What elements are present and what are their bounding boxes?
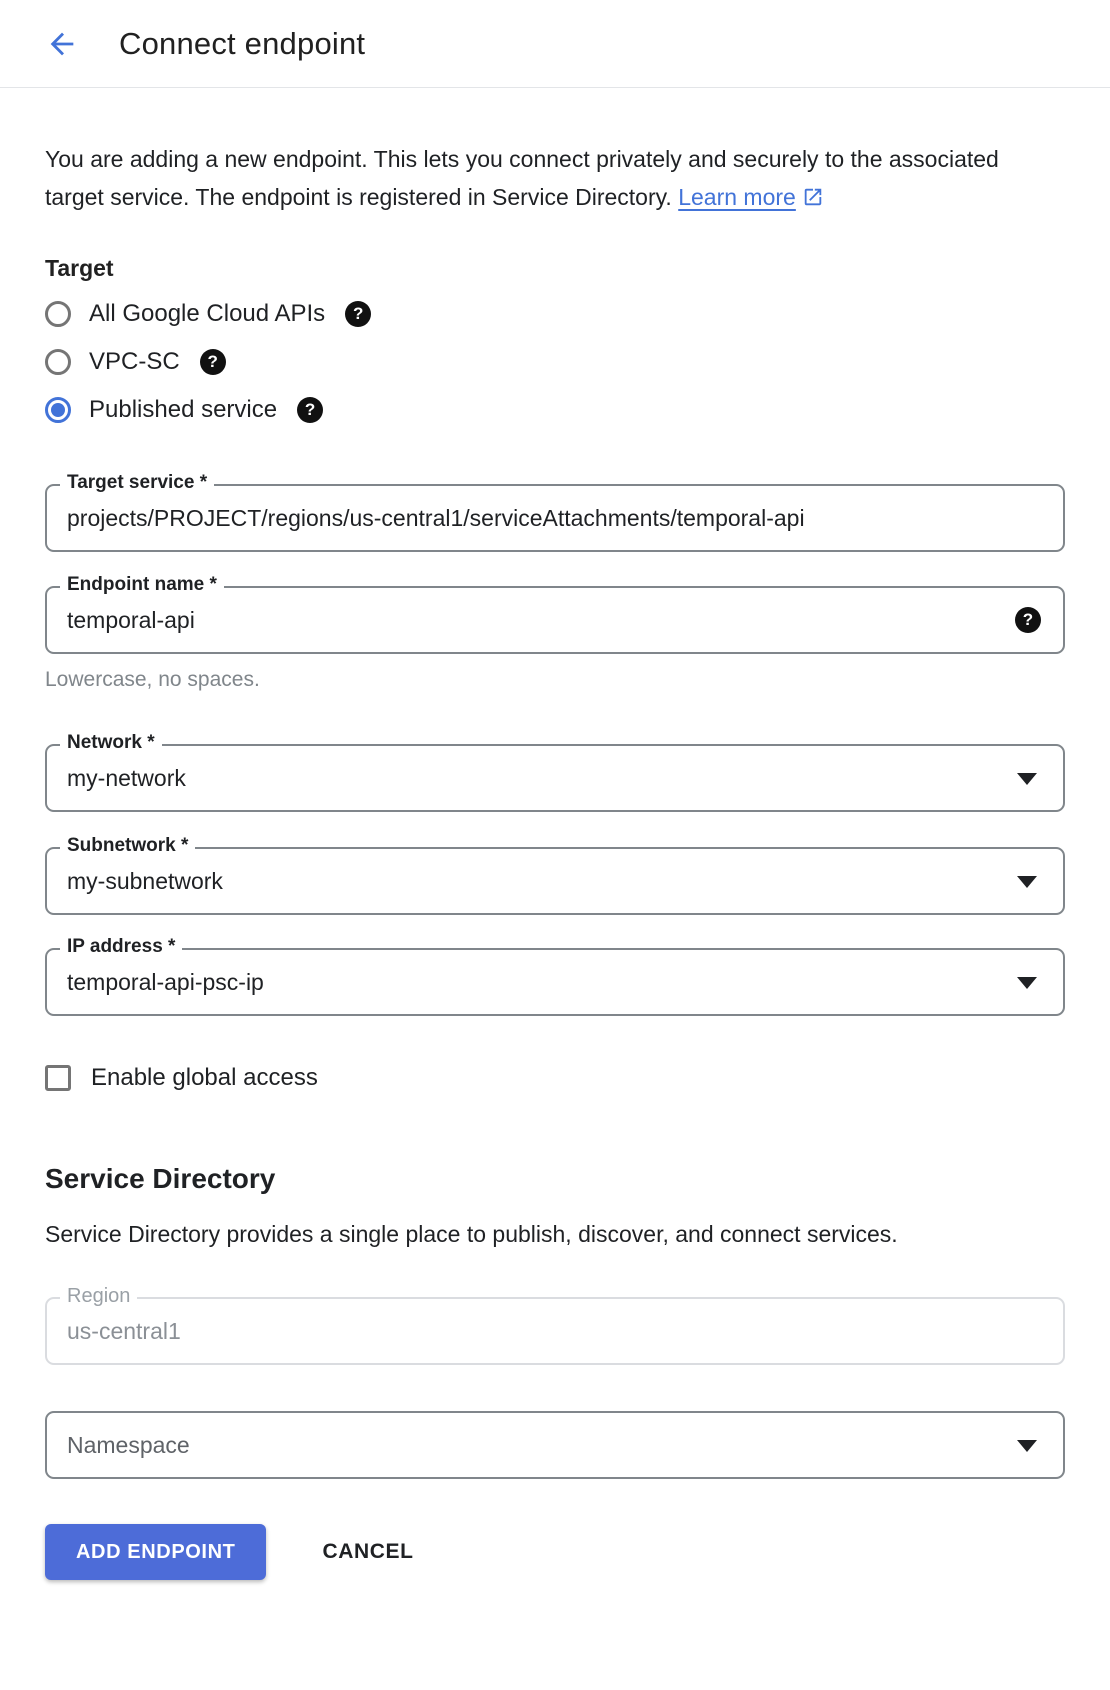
learn-more-link[interactable]: Learn more [678, 184, 796, 210]
service-directory-heading: Service Directory [45, 1163, 276, 1194]
chevron-down-icon [1017, 977, 1037, 989]
namespace-placeholder: Namespace [67, 1431, 190, 1458]
namespace-select[interactable] [45, 1411, 1065, 1479]
region-input [67, 1299, 967, 1363]
page-title: Connect endpoint [119, 25, 366, 61]
chevron-down-icon [1017, 876, 1037, 888]
radio-option-all-google-cloud-apis[interactable] [45, 290, 1065, 338]
endpoint-name-input[interactable] [67, 588, 967, 652]
intro-body: You are adding a new endpoint. This lets you connect privately and securely to the associated target service. The endpoint is registered in Service Directory. [45, 146, 999, 210]
enable-global-access-row[interactable] [45, 1063, 1065, 1093]
region-field [45, 1285, 1065, 1365]
radio-label: VPC-SC [89, 348, 180, 375]
endpoint-name-field[interactable] [45, 574, 1065, 654]
back-arrow-icon[interactable] [45, 27, 79, 61]
service-directory-description: Service Directory provides a single place to publish, discover, and connect services. [45, 1221, 898, 1247]
radio-label: All Google Cloud APIs [89, 300, 326, 327]
radio-icon[interactable] [45, 349, 71, 375]
radio-option-vpc-sc[interactable] [45, 338, 1065, 386]
target-service-field[interactable] [45, 472, 1065, 552]
endpoint-name-label: Endpoint name * [60, 574, 224, 596]
help-icon[interactable]: ? [297, 397, 323, 423]
subnetwork-select[interactable] [45, 835, 1065, 915]
target-service-input[interactable] [67, 486, 967, 550]
help-icon[interactable]: ? [345, 301, 371, 327]
ip-address-select[interactable] [45, 936, 1065, 1016]
cancel-button[interactable]: CANCEL [310, 1530, 425, 1574]
subnetwork-label: Subnetwork * [60, 835, 195, 857]
open-in-new-icon[interactable] [802, 181, 824, 219]
checkbox-icon[interactable] [45, 1065, 71, 1091]
network-select[interactable] [45, 732, 1065, 812]
region-label: Region [60, 1285, 137, 1308]
add-endpoint-button[interactable]: ADD ENDPOINT [45, 1524, 266, 1580]
ip-address-value: temporal-api-psc-ip [67, 968, 264, 995]
ip-address-label: IP address * [60, 936, 182, 958]
endpoint-name-helper: Lowercase, no spaces. [45, 668, 260, 691]
action-bar [45, 1524, 1065, 1639]
target-radio-group [45, 290, 1065, 434]
target-service-label: Target service * [60, 472, 214, 494]
network-value: my-network [67, 764, 186, 791]
page-header [0, 0, 1110, 88]
target-section-label: Target [45, 255, 114, 281]
checkbox-label: Enable global access [91, 1064, 318, 1091]
radio-option-published-service[interactable] [45, 386, 1065, 434]
help-icon[interactable]: ? [200, 349, 226, 375]
subnetwork-value: my-subnetwork [67, 867, 223, 894]
help-icon[interactable]: ? [1015, 607, 1041, 633]
radio-icon[interactable] [45, 301, 71, 327]
chevron-down-icon [1017, 773, 1037, 785]
network-label: Network * [60, 732, 162, 754]
radio-label: Published service [89, 396, 278, 423]
intro-text [45, 140, 1007, 219]
chevron-down-icon [1017, 1440, 1037, 1452]
radio-icon[interactable] [45, 397, 71, 423]
